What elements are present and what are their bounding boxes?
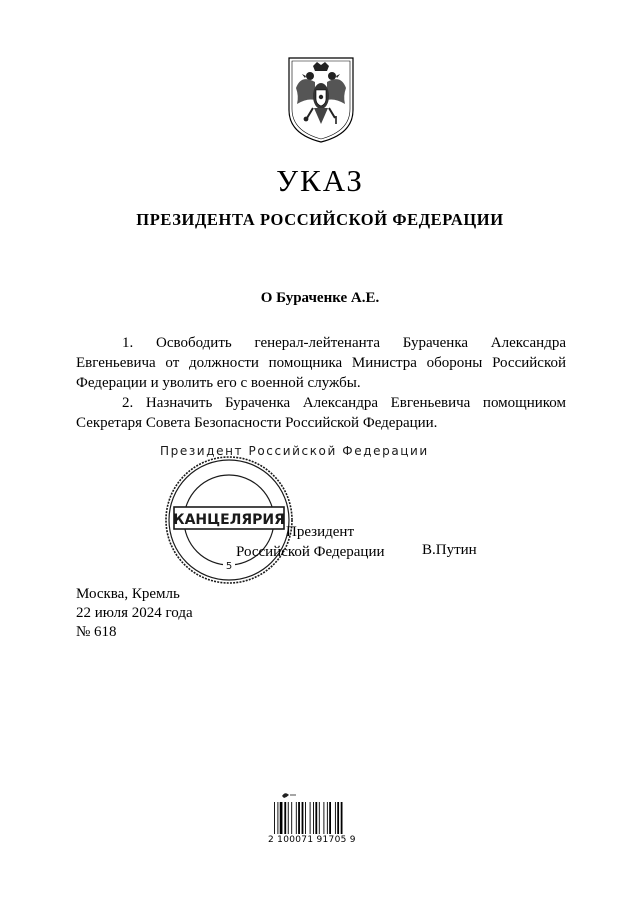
signatory-position-line1: Президент xyxy=(286,524,354,540)
barcode-number: 2 100071 91705 9 xyxy=(268,835,356,845)
signatory-name: В.Путин xyxy=(422,542,477,558)
document-title: УКАЗ xyxy=(276,163,364,198)
barcode-bar xyxy=(337,802,339,834)
barcode-bar xyxy=(298,802,300,834)
barcode-bar xyxy=(335,802,336,834)
decree-body xyxy=(76,333,566,433)
barcode-bar xyxy=(341,802,343,834)
coat-of-arms-emblem xyxy=(283,52,359,144)
document-subtitle: ПРЕЗИДЕНТА РОССИЙСКОЙ ФЕДЕРАЦИИ xyxy=(136,210,504,229)
double-headed-eagle-icon xyxy=(283,52,359,144)
issue-details xyxy=(76,585,193,642)
barcode-bar xyxy=(315,802,317,834)
barcode-bar xyxy=(302,802,304,834)
barcode-bar xyxy=(288,802,289,834)
barcode-bar xyxy=(310,802,311,834)
decree-heading: О Бураченке А.Е. xyxy=(260,290,380,306)
stamp-center-text: КАНЦЕЛЯРИЯ xyxy=(173,512,285,528)
chancellery-stamp xyxy=(160,444,429,585)
barcode-bar xyxy=(313,802,314,834)
issue-place: Москва, Кремль xyxy=(76,586,180,602)
paragraph-1: 1. Освободить генерал-лейтенанта Бураченка Александра Евгеньевича от должности помощника Министра обороны Российской Федерации и уволить его с военной службы. xyxy=(76,335,566,391)
barcode-bar xyxy=(291,802,292,834)
issue-date: 22 июля 2024 года xyxy=(76,605,193,621)
paragraph-2: 2. Назначить Бураченка Александра Евгеньевича помощником Секретаря Совета Безопасности Российской Федерации. xyxy=(76,395,566,431)
barcode-icon xyxy=(270,790,370,836)
barcode-bar xyxy=(319,802,320,834)
stamp-seal-icon xyxy=(160,444,429,585)
barcode-bar xyxy=(296,802,297,834)
barcode-bar xyxy=(277,802,278,834)
decree-number: № 618 xyxy=(76,624,117,640)
signatory-position-line2: Российской Федерации xyxy=(236,544,385,560)
barcode-bar xyxy=(305,802,306,834)
barcode-bar xyxy=(327,802,328,834)
stamp-number: 5 xyxy=(225,561,233,572)
signatory-position xyxy=(236,522,385,562)
stamp-outer-text: Президент Российской Федерации xyxy=(160,444,429,458)
barcode-bar xyxy=(280,802,283,834)
barcode-bar xyxy=(329,802,331,834)
barcode-bar xyxy=(284,802,286,834)
barcode-bar xyxy=(274,802,275,834)
barcode-bar xyxy=(323,802,324,834)
